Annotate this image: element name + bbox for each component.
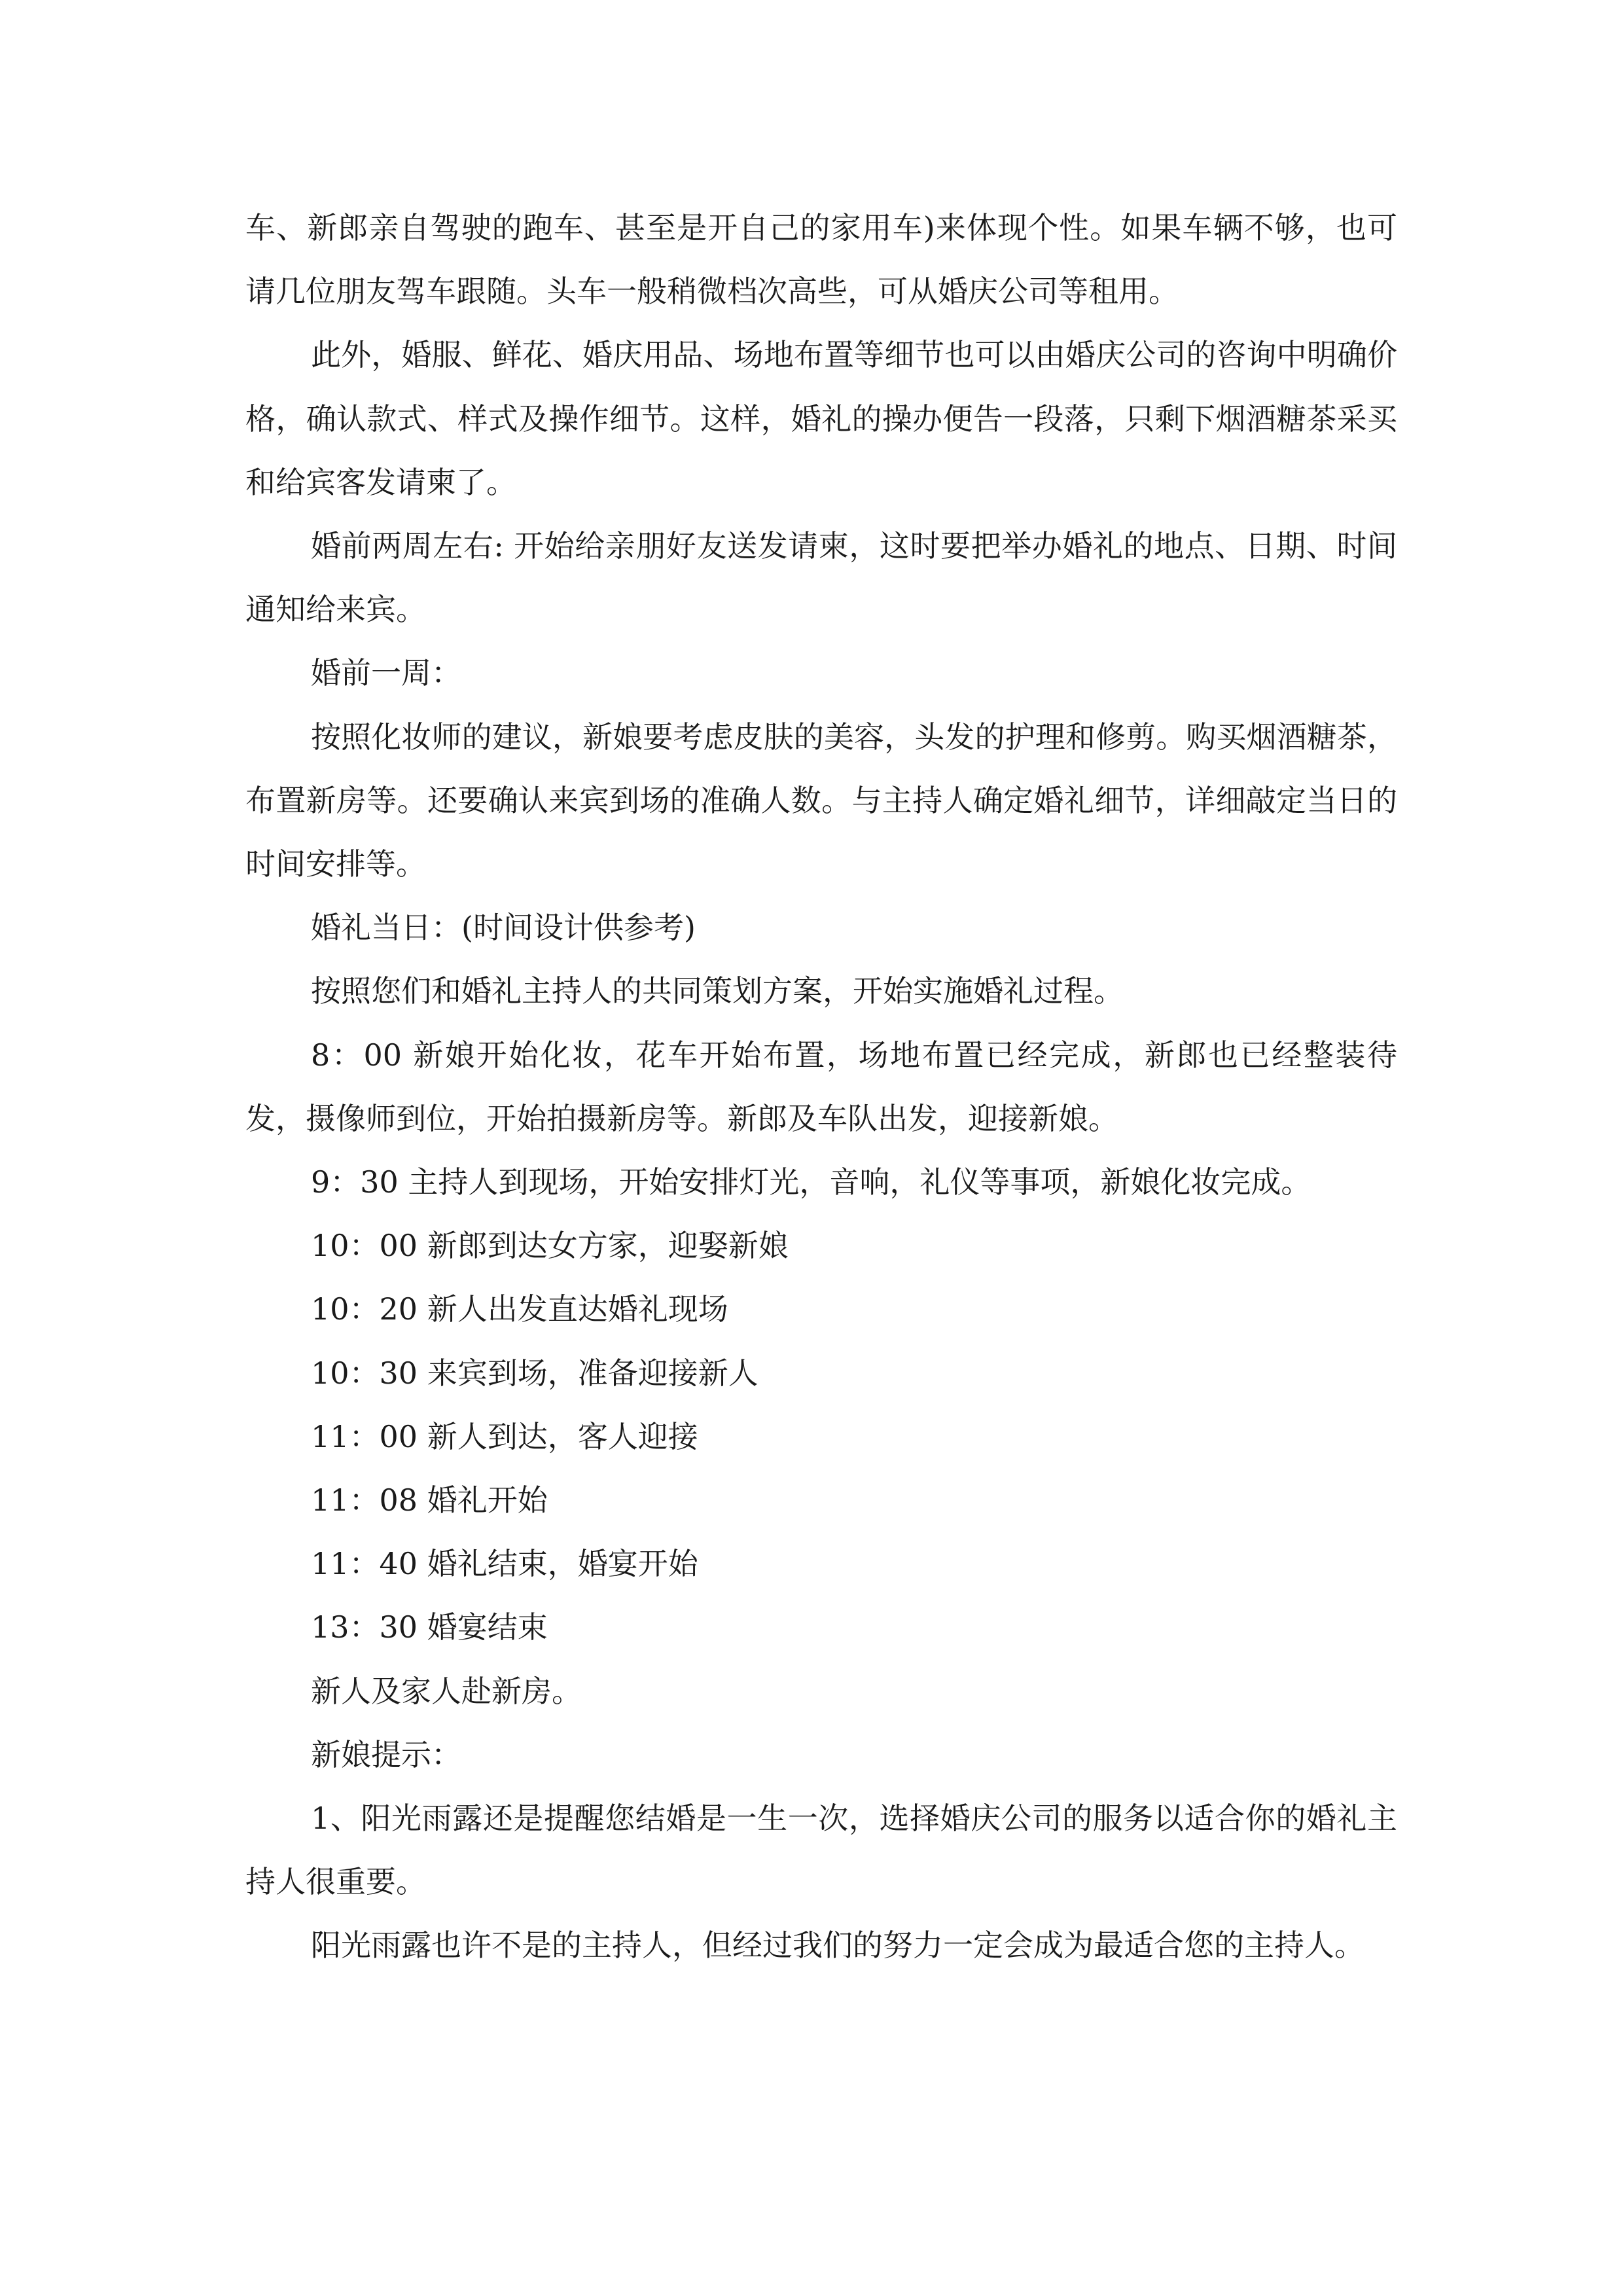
document-body	[245, 196, 1397, 1978]
paragraph-closing: 阳光雨露也许不是的主持人，但经过我们的努力一定会成为最适合您的主持人。	[311, 1928, 1364, 1964]
schedule-item-1100: 11：00 新人到达，客人迎接	[311, 1418, 698, 1454]
heading-wedding-day: 婚礼当日：(时间设计供参考)	[311, 910, 696, 946]
schedule-item-1330: 13：30 婚宴结束	[311, 1609, 548, 1645]
schedule-item-1030: 10：30 来宾到场，准备迎接新人	[311, 1355, 758, 1391]
heading-one-week-before: 婚前一周：	[311, 655, 461, 691]
tip-item-1: 1、阳光雨露还是提醒您结婚是一生一次，选择婚庆公司的服务以适合你的婚礼主持人很重要。	[245, 1801, 1397, 1900]
paragraph-wedding-day-intro: 按照您们和婚礼主持人的共同策划方案，开始实施婚礼过程。	[311, 973, 1124, 1009]
paragraph-car-arrangement: 车、新郎亲自驾驶的跑车、甚至是开自己的家用车)来体现个性。如果车辆不够，也可请几位朋友驾车跟随。头车一般稍微档次高些，可从婚庆公司等租用。	[245, 210, 1397, 310]
paragraph-wedding-details: 此外，婚服、鲜花、婚庆用品、场地布置等细节也可以由婚庆公司的咨询中明确价格，确认款式、样式及操作细节。这样，婚礼的操办便告一段落，只剩下烟酒糖茶采买和给宾客发请柬了。	[245, 337, 1397, 500]
paragraph-two-weeks-before: 婚前两周左右: 开始给亲朋好友送发请柬，这时要把举办婚礼的地点、日期、时间通知给来宾。	[245, 528, 1397, 628]
schedule-item-1140: 11：40 婚礼结束，婚宴开始	[311, 1546, 698, 1582]
schedule-item-0930: 9：30 主持人到现场，开始安排灯光，音响，礼仪等事项，新娘化妆完成。	[311, 1164, 1311, 1200]
paragraph-to-new-home: 新人及家人赴新房。	[311, 1673, 582, 1709]
schedule-item-1020: 10：20 新人出发直达婚礼现场	[311, 1291, 728, 1327]
schedule-item-1108: 11：08 婚礼开始	[311, 1482, 548, 1518]
schedule-item-1000: 10：00 新郎到达女方家，迎娶新娘	[311, 1228, 789, 1264]
paragraph-one-week-tasks: 按照化妆师的建议，新娘要考虑皮肤的美容，头发的护理和修剪。购买烟酒糖茶，布置新房等。还要确认来宾到场的准确人数。与主持人确定婚礼细节，详细敲定当日的时间安排等。	[245, 719, 1397, 882]
heading-bride-tips: 新娘提示：	[311, 1736, 461, 1772]
schedule-item-0800: 8：00 新娘开始化妆，花车开始布置，场地布置已经完成，新郎也已经整装待发，摄像师到位，开始拍摄新房等。新郎及车队出发，迎接新娘。	[245, 1037, 1397, 1136]
